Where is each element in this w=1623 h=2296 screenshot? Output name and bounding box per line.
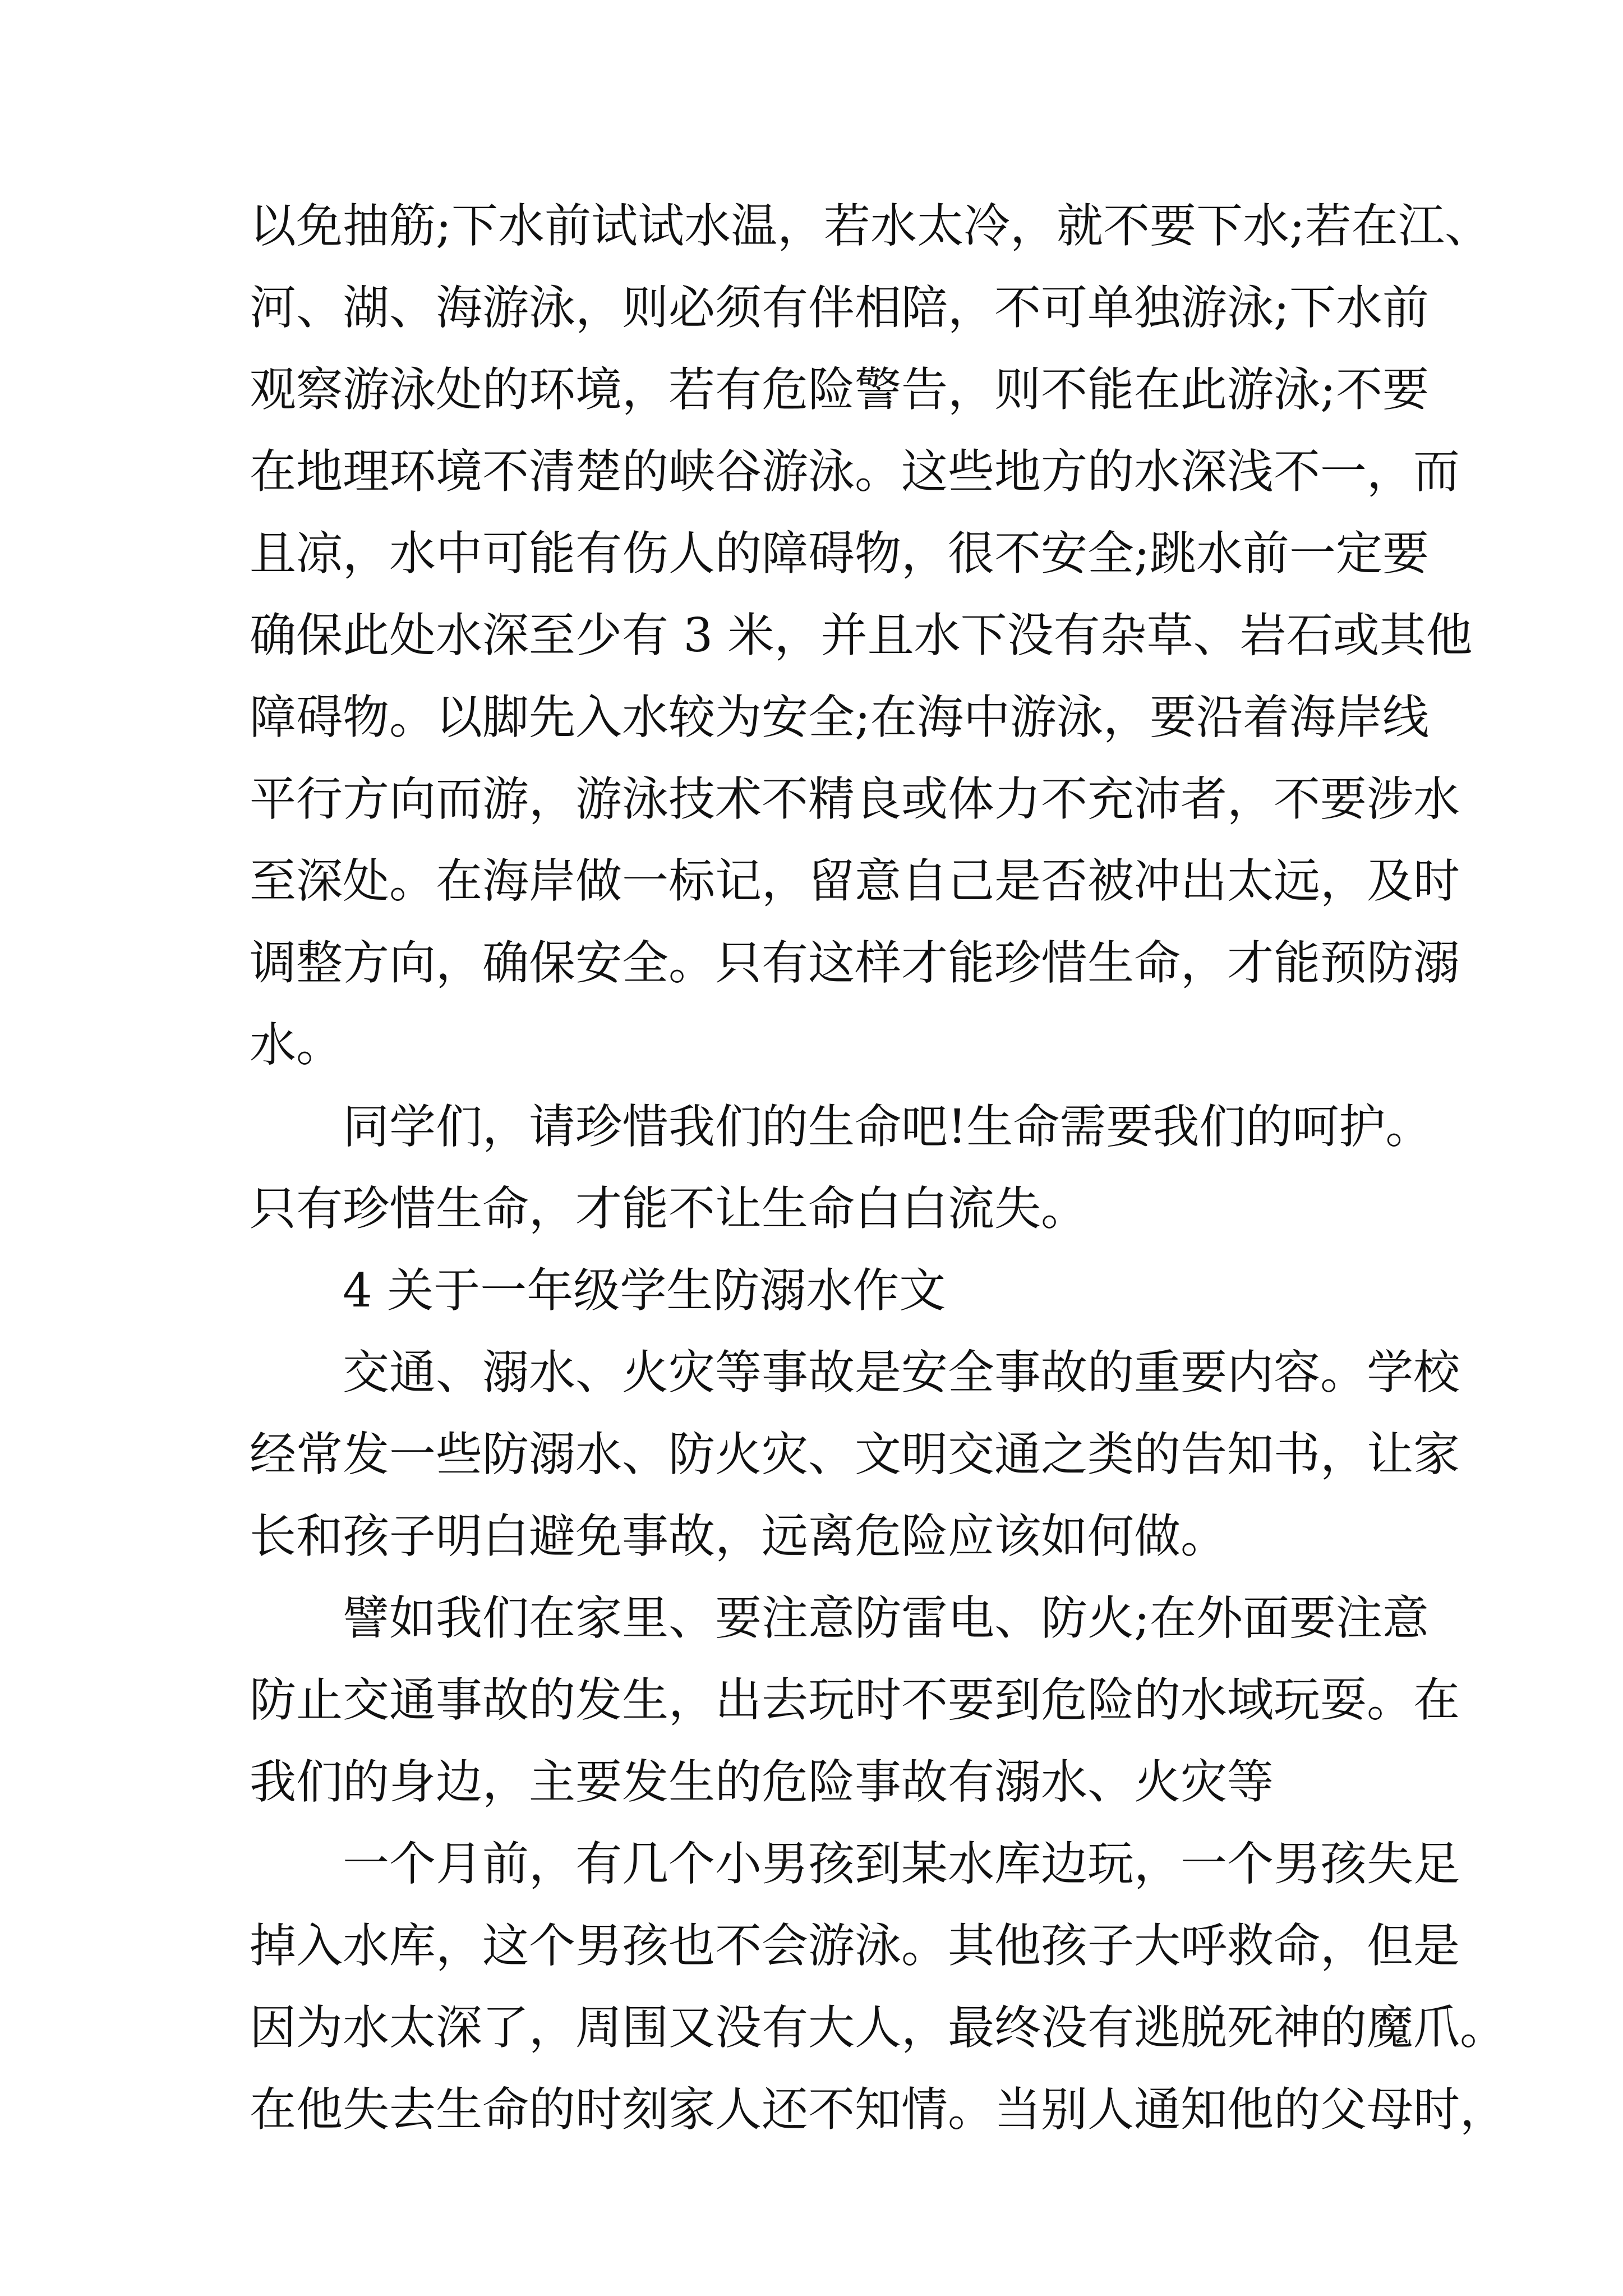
paragraph-1 xyxy=(250,185,1491,1086)
text-line: 掉入水库，这个男孩也不会游泳。其他孩子大呼救命，但是 xyxy=(250,1918,1460,1973)
text-line: 障碍物。以脚先入水较为安全;在海中游泳，要沿着海岸线 xyxy=(250,690,1429,744)
text-line: 观察游泳处的环境，若有危险警告，则不能在此游泳;不要 xyxy=(250,362,1429,417)
text-line: 平行方向而游，游泳技术不精良或体力不充沛者，不要涉水 xyxy=(250,772,1460,826)
document-body xyxy=(250,185,1506,2151)
text-line: 长和孩子明白避免事故，远离危险应该如何做。 xyxy=(250,1509,1227,1563)
text-line: 只有珍惜生命，才能不让生命白白流失。 xyxy=(250,1181,1087,1236)
text-line: 同学们，请珍惜我们的生命吧!生命需要我们的呵护。 xyxy=(343,1099,1432,1154)
text-line: 河、湖、海游泳，则必须有伴相陪，不可单独游泳;下水前 xyxy=(250,280,1429,335)
text-line: 确保此处水深至少有 3 米，并且水下没有杂草、岩石或其他 xyxy=(250,608,1473,662)
paragraph-3 xyxy=(250,1332,1460,1577)
text-line: 交通、溺水、火灾等事故是安全事故的重要内容。学校 xyxy=(343,1345,1460,1400)
text-line: 且凉，水中可能有伤人的障碍物，很不安全;跳水前一定要 xyxy=(250,526,1429,581)
text-line: 以免抽筋;下水前试试水温，若水太冷，就不要下水;若在江、 xyxy=(250,199,1491,253)
paragraph-2 xyxy=(250,1086,1432,1250)
text-line: 防止交通事故的发生，出去玩时不要到危险的水域玩耍。在 xyxy=(250,1673,1460,1727)
text-line: 至深处。在海岸做一标记，留意自己是否被冲出太远，及时 xyxy=(250,854,1460,908)
section-heading xyxy=(250,1250,1394,1332)
text-line: 因为水太深了，周围又没有大人，最终没有逃脱死神的魔爪。 xyxy=(250,2000,1506,2055)
text-line: 在地理环境不清楚的峡谷游泳。这些地方的水深浅不一，而 xyxy=(250,444,1460,499)
paragraph-5 xyxy=(250,1823,1506,2151)
text-line: 一个月前，有几个小男孩到某水库边玩，一个男孩失足 xyxy=(343,1837,1460,1891)
text-line: 譬如我们在家里、要注意防雷电、防火;在外面要注意 xyxy=(343,1591,1429,1645)
text-line: 我们的身边，主要发生的危险事故有溺水、火灾等 xyxy=(250,1755,1274,1809)
paragraph-4 xyxy=(250,1577,1460,1823)
text-line: 水。 xyxy=(250,1018,343,1072)
text-line: 经常发一些防溺水、防火灾、文明交通之类的告知书，让家 xyxy=(250,1427,1460,1481)
heading-text: 4 关于一年级学生防溺水作文 xyxy=(343,1263,946,1318)
text-line: 在他失去生命的时刻家人还不知情。当别人通知他的父母时， xyxy=(250,2082,1506,2137)
text-line: 调整方向，确保安全。只有这样才能珍惜生命，才能预防溺 xyxy=(250,936,1460,990)
